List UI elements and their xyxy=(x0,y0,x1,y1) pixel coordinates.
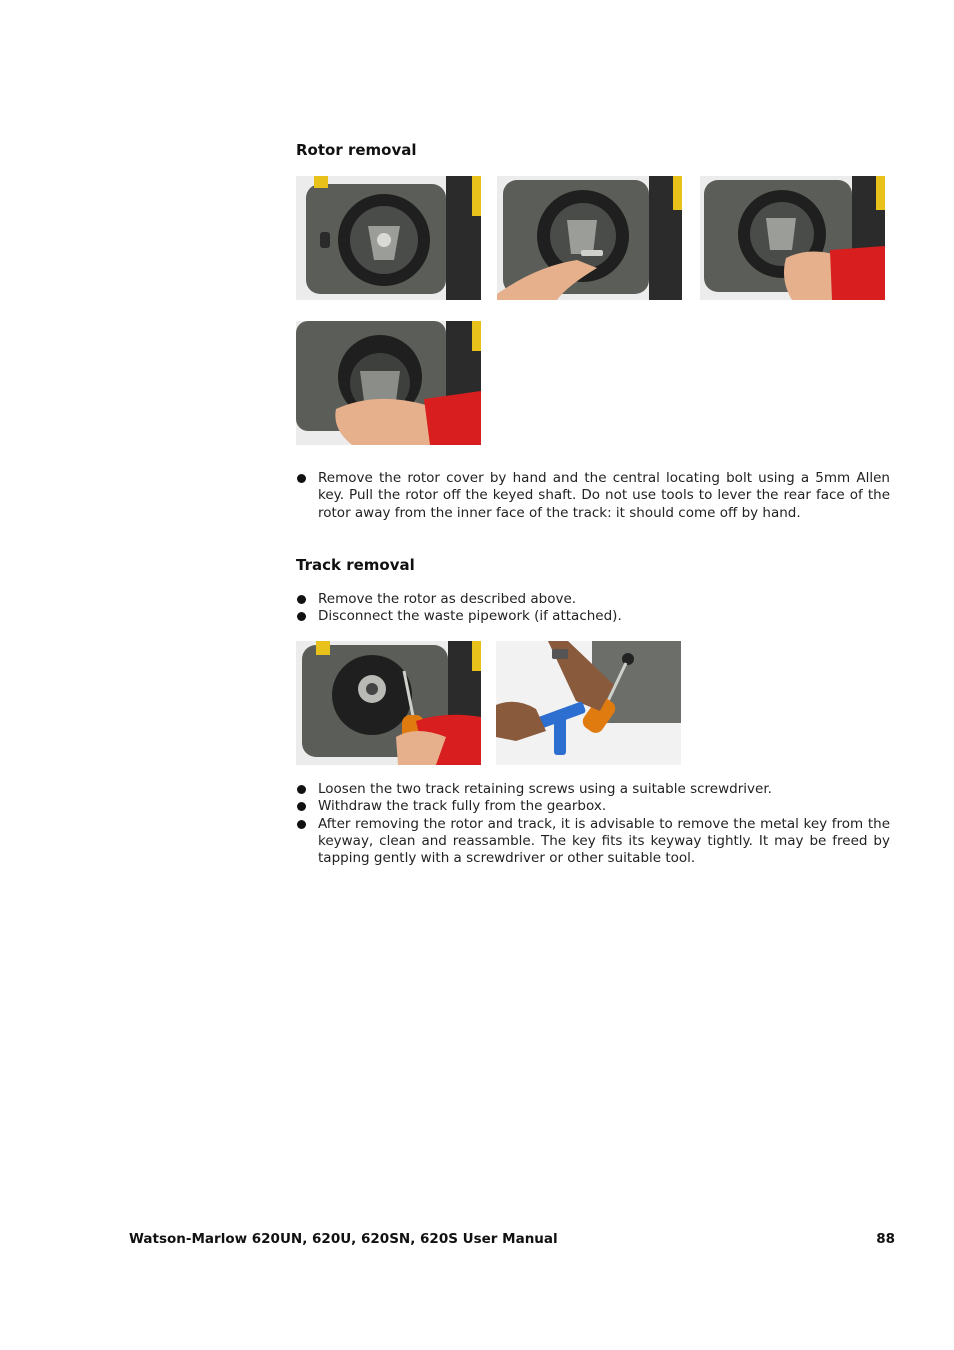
list-item: After removing the rotor and track, it is advisable to remove the metal key from the keyway, clean and reassamble. The key fits its keyway tightly. It may be freed by tapping gently with a screwdriver or other suitable tool. xyxy=(296,816,890,868)
rotor-photo-3 xyxy=(700,176,885,300)
bullet-icon xyxy=(297,595,306,604)
list-item: Withdraw the track fully from the gearbox. xyxy=(296,798,890,815)
track-photo-2 xyxy=(496,641,681,765)
rotor-photo-4 xyxy=(296,321,481,445)
rotor-photo-2 xyxy=(497,176,682,300)
bullet-icon xyxy=(297,820,306,829)
list-item: Remove the rotor as described above. xyxy=(296,591,890,608)
list-item: Remove the rotor cover by hand and the central locating bolt using a 5mm Allen key. Pull the rotor off the keyed shaft. Do not use tools to lever the rear face of the rotor away from the inner face of the track: it should come off by hand. xyxy=(296,470,890,522)
page-number: 88 xyxy=(876,1231,895,1247)
track-removal-heading: Track removal xyxy=(296,556,415,574)
bullet-icon xyxy=(297,785,306,794)
track-photo-1 xyxy=(296,641,481,765)
bullet-icon xyxy=(297,802,306,811)
rotor-removal-heading: Rotor removal xyxy=(296,141,417,159)
footer-title: Watson-Marlow 620UN, 620U, 620SN, 620S User Manual xyxy=(129,1231,558,1247)
bullet-icon xyxy=(297,474,306,483)
list-item: Loosen the two track retaining screws using a suitable screwdriver. xyxy=(296,781,890,798)
list-item: Disconnect the waste pipework (if attached). xyxy=(296,608,890,625)
track-bullet-list-2 xyxy=(296,781,890,867)
rotor-photo-1 xyxy=(296,176,481,300)
rotor-bullet-list xyxy=(296,470,890,522)
bullet-icon xyxy=(297,612,306,621)
track-bullet-list-1 xyxy=(296,591,890,626)
